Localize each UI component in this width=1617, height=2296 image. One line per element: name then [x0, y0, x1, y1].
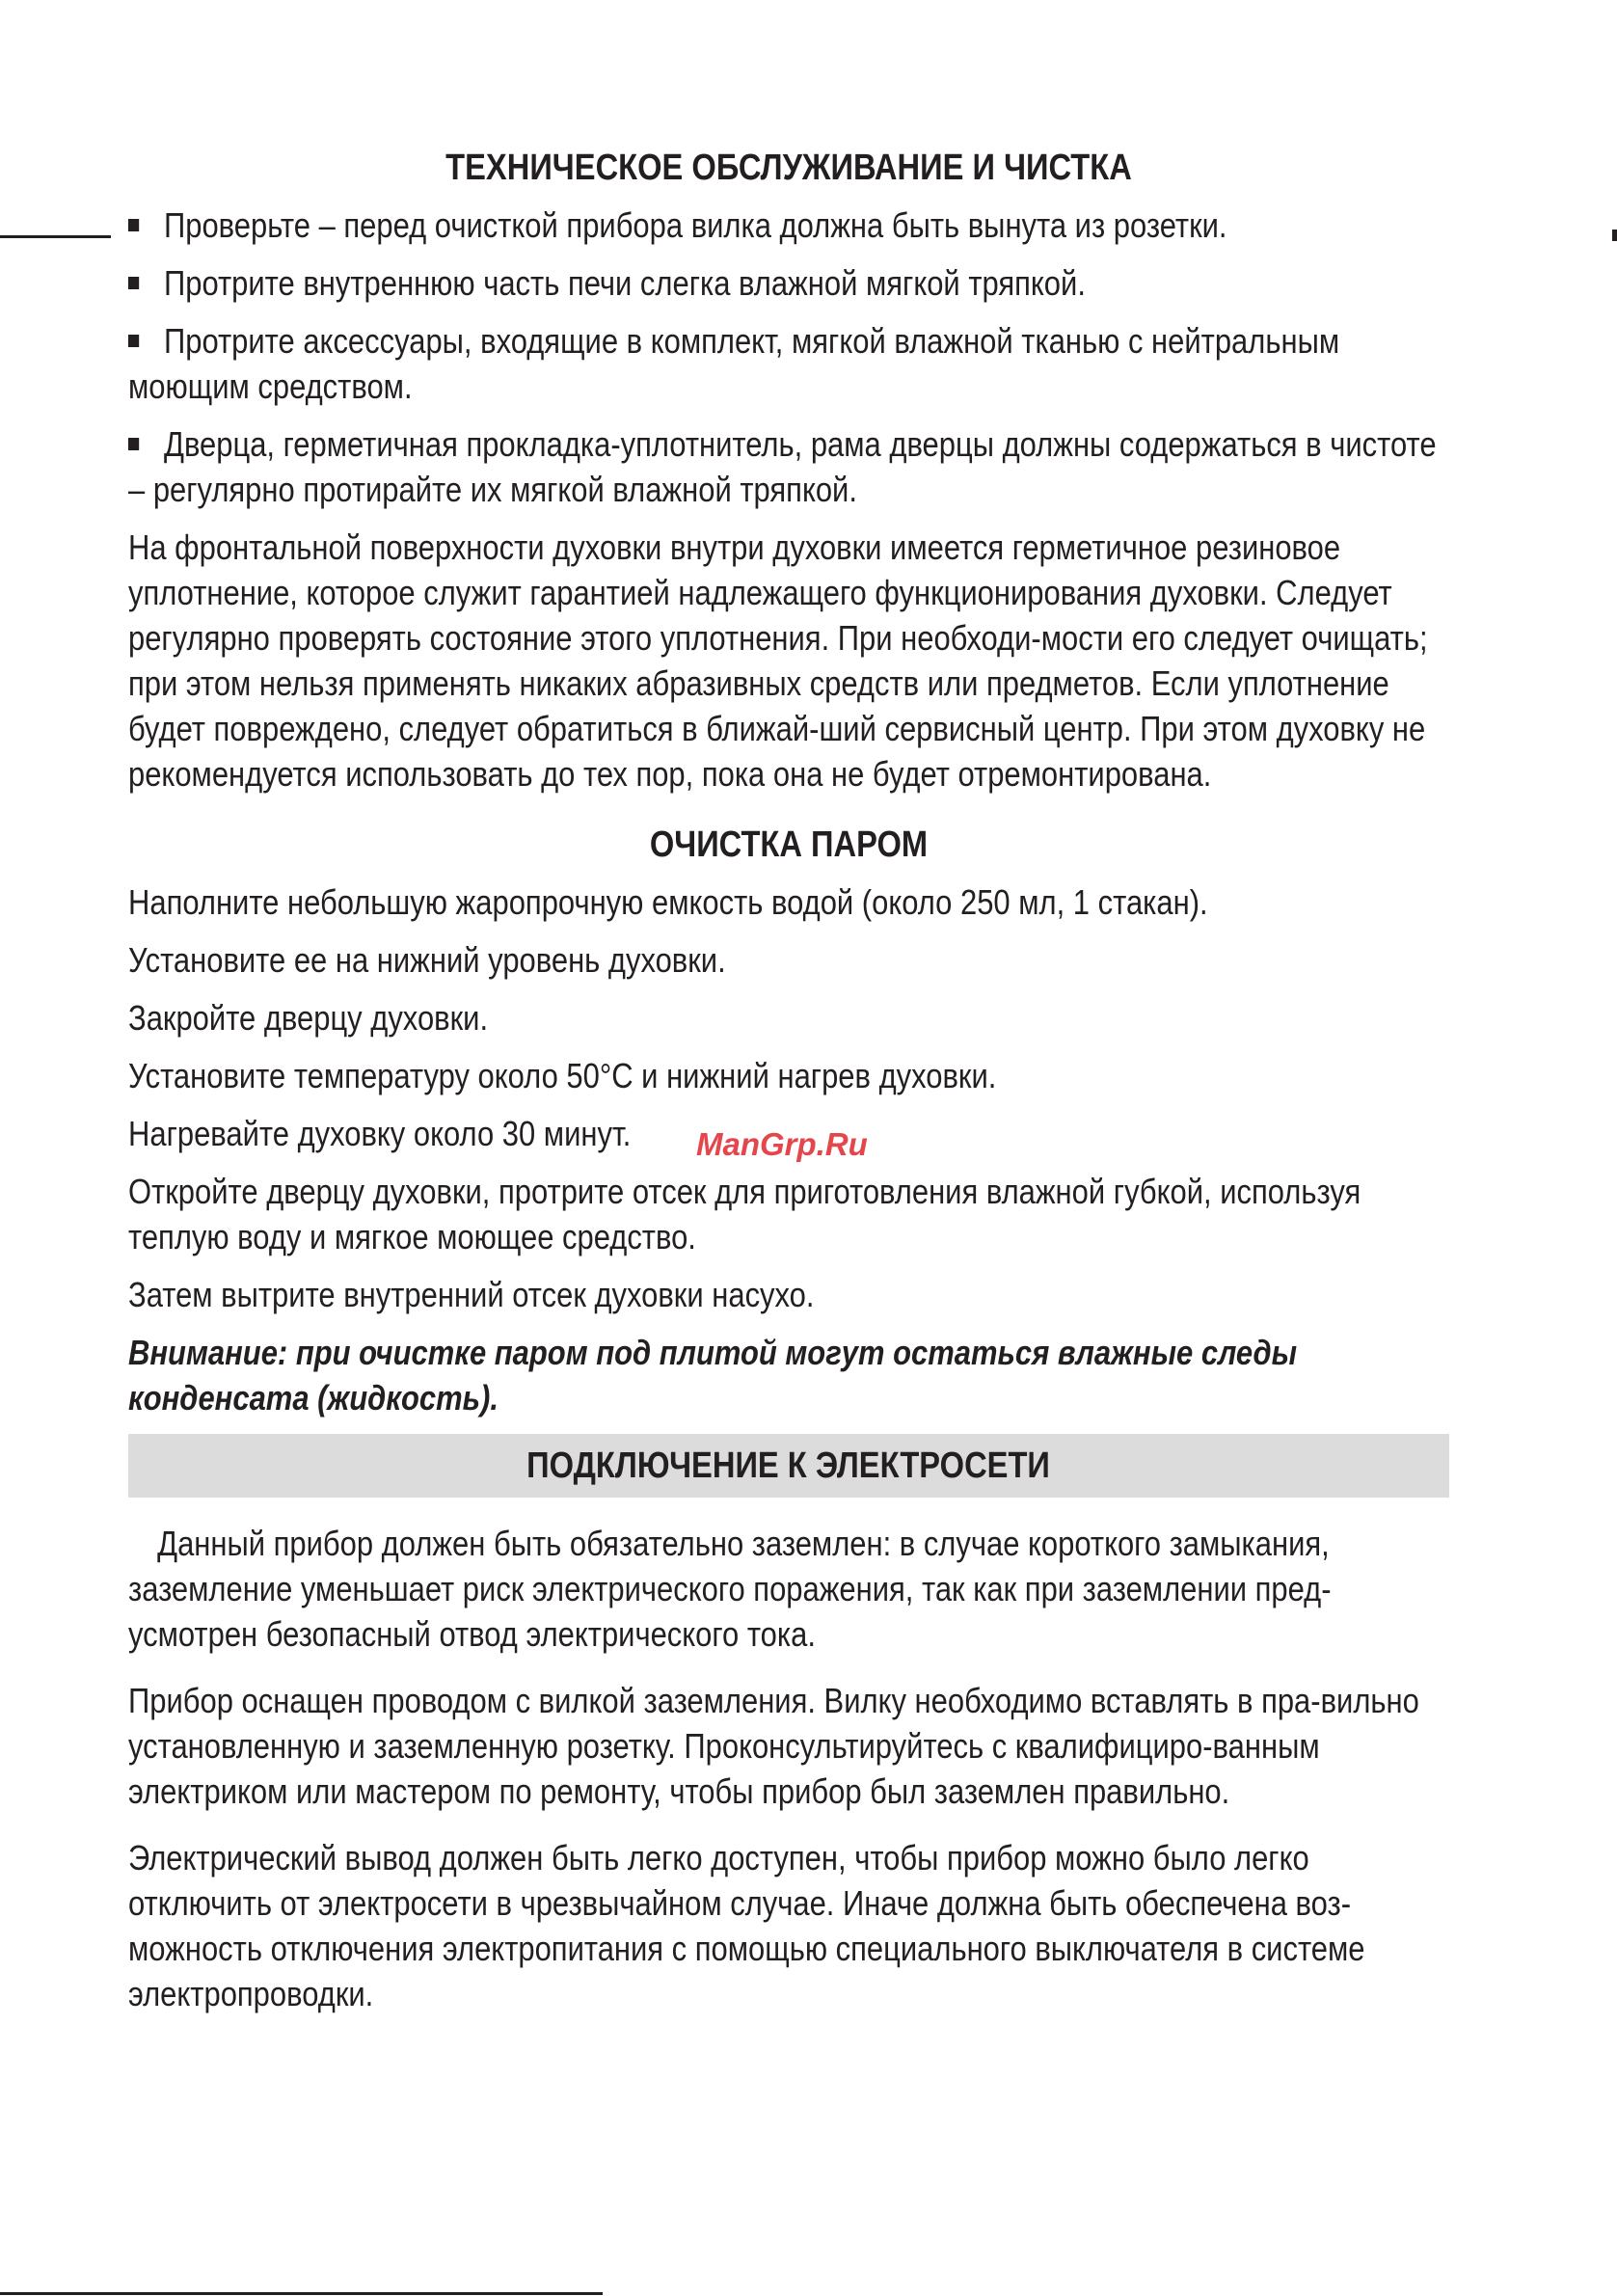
- steam-step: Наполните небольшую жаропрочную емкость водой (около 250 мл, 1 стакан).: [128, 882, 1208, 922]
- electrical-paragraph: Данный прибор должен быть обязательно заземлен: в случае короткого замыкания, заземление уменьшает риск электрического поражения, так как при заземлении пред-усмотрен безопасный отвод электрического тока.: [128, 1524, 1332, 1654]
- steam-step: Затем вытрите внутренний отсек духовки насухо.: [128, 1275, 815, 1314]
- maintenance-paragraph: На фронтальной поверхности духовки внутри духовки имеется герметичное резиновое уплотнение, которое служит гарантией надлежащего функционирования духовки. Следует регулярно проверять состояние этого уплотнения. При необходи-мости его следует очищать; при этом нельзя применять никаких абразивных средств или предметов. Если уплотнение будет повреждено, следует обратиться в ближай-ший сервисный центр. При этом духовку не рекомендуется использовать до тех пор, пока она не будет отремонтирована.: [128, 527, 1428, 794]
- bullet-item: Протрите внутреннюю часть печи слегка влажной мягкой тряпкой.: [128, 260, 1446, 306]
- electrical-title: ПОДКЛЮЧЕНИЕ К ЭЛЕКТРОСЕТИ: [526, 1445, 1051, 1486]
- steam-step: Нагревайте духовку около 30 минут.: [128, 1114, 632, 1153]
- document-page: [128, 145, 1449, 2029]
- steam-title: ОЧИСТКА ПАРОМ: [649, 824, 929, 865]
- edge-mark: [1612, 230, 1617, 241]
- bullet-item: Дверца, герметичная прокладка-уплотнитель, рама дверцы должны содержаться в чистоте – регулярно протирайте их мягкой влажной тряпкой.: [128, 424, 1437, 509]
- electrical-section: [128, 1434, 1449, 2016]
- steam-step: Установите ее на нижний уровень духовки.: [128, 940, 726, 980]
- square-bullet-icon: [128, 335, 139, 347]
- steam-step: Откройте дверцу духовки, протрите отсек для приготовления влажной губкой, используя теплую воду и мягкое моющее средство.: [128, 1172, 1361, 1256]
- steam-step: Закройте дверцу духовки.: [128, 998, 489, 1038]
- electrical-paragraph: Электрический вывод должен быть легко доступен, чтобы прибор можно было легко отключить от электросети в чрезвычайном случае. Иначе должна быть обеспечена воз-можность отключения электропитания с помощью специального выключателя в системе электропроводки.: [128, 1838, 1365, 2013]
- steam-step: Установите температуру около 50°С и нижний нагрев духовки.: [128, 1056, 997, 1095]
- square-bullet-icon: [128, 277, 139, 289]
- square-bullet-icon: [128, 219, 139, 231]
- steam-warning: Внимание: при очистке паром под плитой могут остаться влажные следы конденсата (жидкость).: [128, 1333, 1298, 1418]
- square-bullet-icon: [128, 438, 139, 450]
- steam-section: [128, 822, 1449, 1420]
- bullet-item: Протрите аксессуары, входящие в комплект, мягкой влажной тканью с нейтральным моющим средством.: [128, 321, 1340, 406]
- maintenance-title: ТЕХНИЧЕСКОЕ ОБСЛУЖИВАНИЕ И ЧИСТКА: [445, 148, 1132, 188]
- margin-rule-top: [0, 235, 111, 238]
- margin-rule-bottom: [0, 2292, 603, 2295]
- electrical-paragraph: Прибор оснащен проводом с вилкой заземления. Вилку необходимо вставлять в пра-вильно установленную и заземленную розетку. Проконсультируйтесь с квалифициро-ванным электриком или мастером по ремонту, чтобы прибор был заземлен правильно.: [128, 1681, 1419, 1811]
- watermark: ManGrp.Ru: [696, 1126, 868, 1162]
- maintenance-section: [128, 145, 1449, 797]
- bullet-item: Проверьте – перед очисткой прибора вилка должна быть вынута из розетки.: [128, 203, 1446, 248]
- electrical-title-bar: [128, 1434, 1449, 1498]
